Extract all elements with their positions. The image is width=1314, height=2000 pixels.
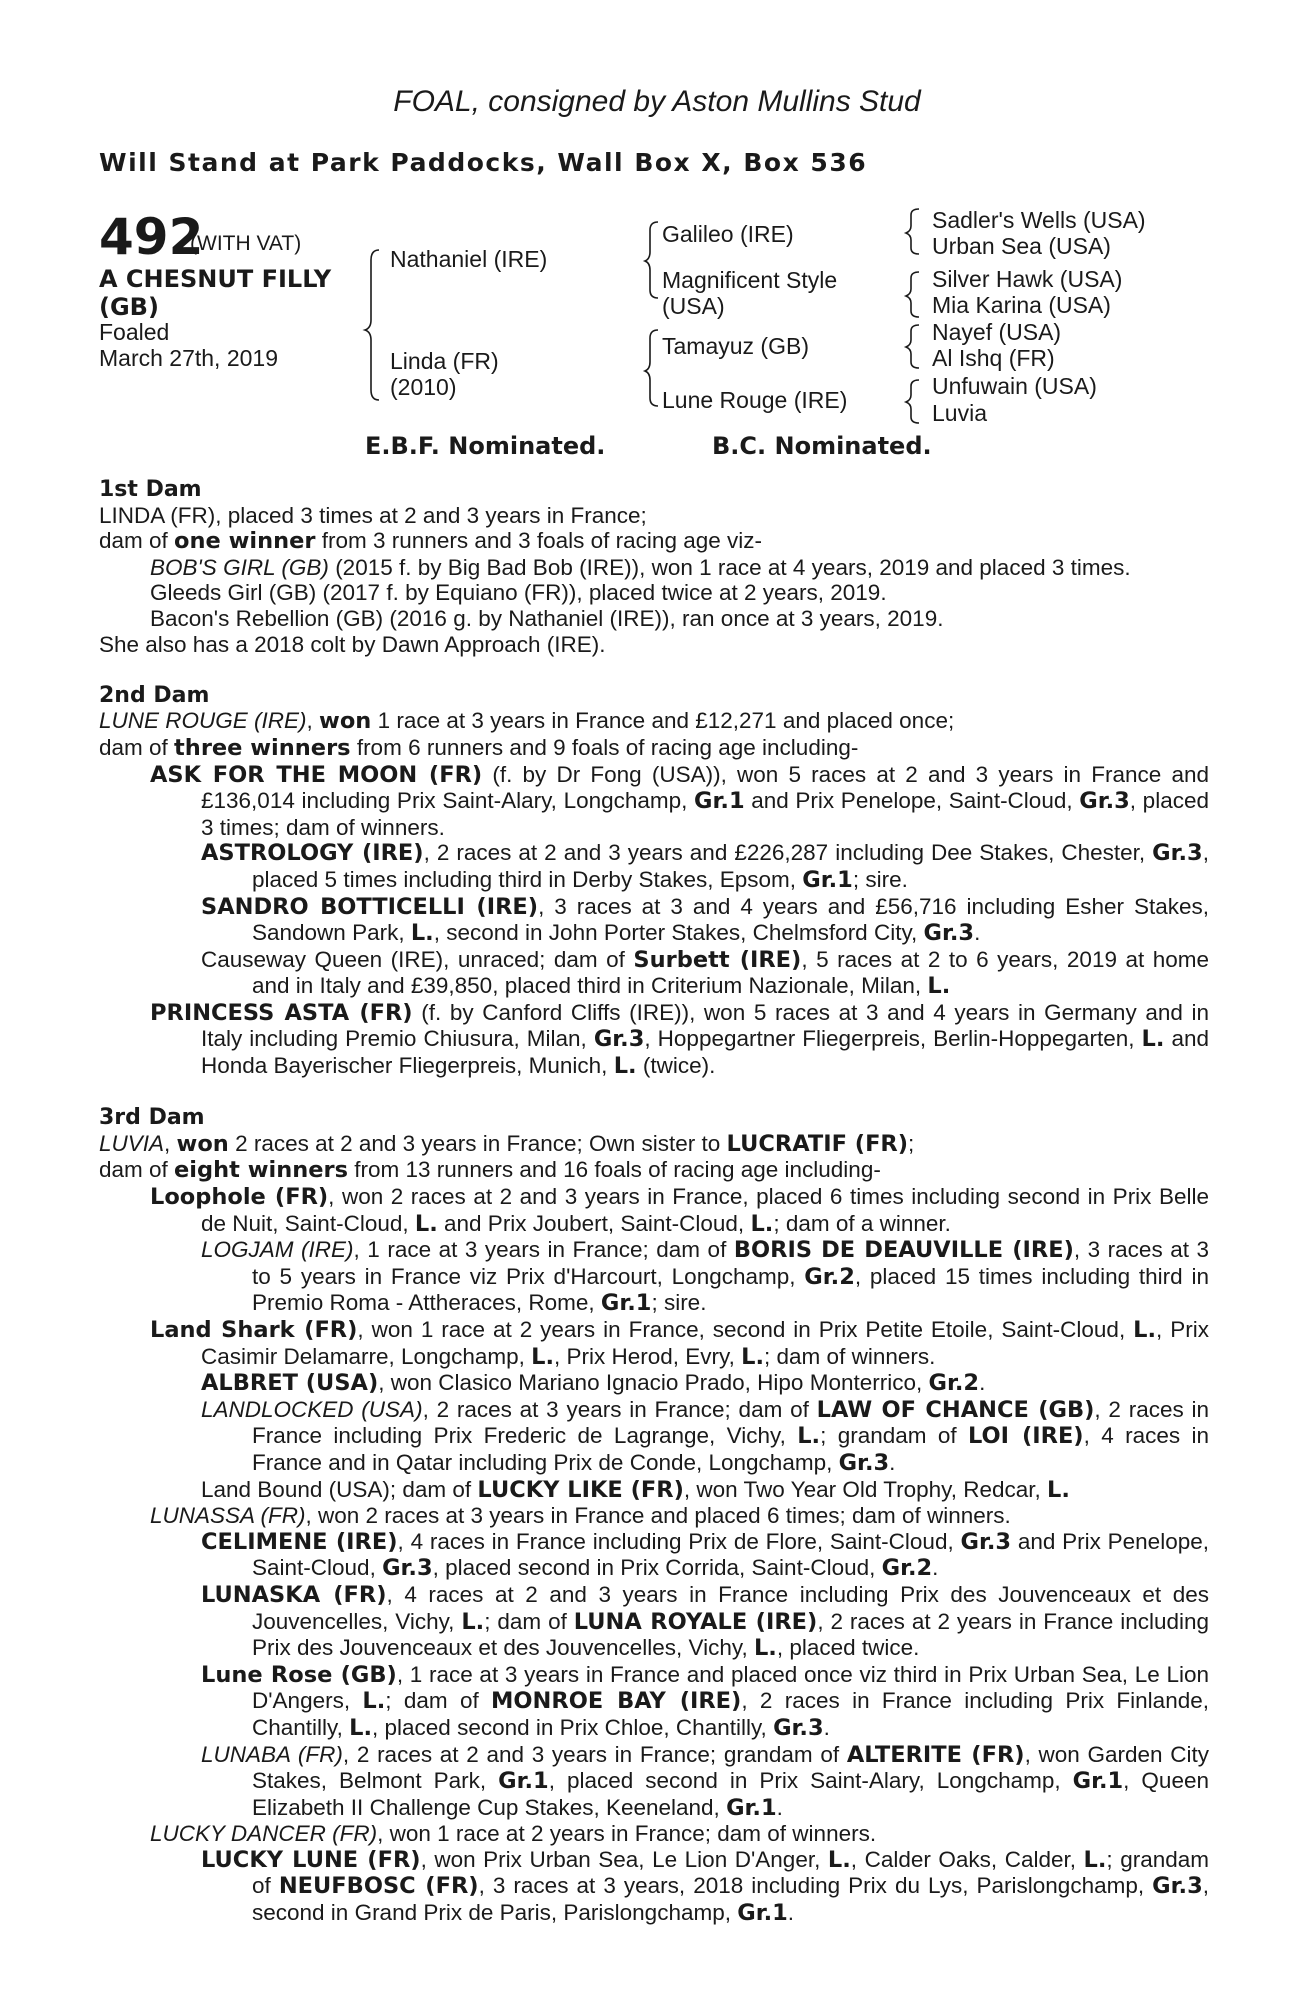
sire-dam-origin: (USA) — [662, 293, 725, 319]
dam-dam-name: Lune Rouge (IRE) — [662, 387, 848, 413]
stand-location: Will Stand at Park Paddocks, Wall Box X, Box 536 — [99, 148, 868, 177]
ggs-1: Sadler's Wells (USA) — [932, 207, 1146, 233]
sire-sire-name: Galileo (IRE) — [662, 221, 794, 247]
produce-entry: LUNASKA (FR), 4 races at 2 and 3 years in France including Prix des Jouvenceaux et des Jouvencelles, Vichy, L.; dam of LUNA ROYALE (IRE), 2 races at 2 years in France including Prix des Jouvenceaux et des Jouvencelles, Vichy, L., placed twice. — [201, 1581, 1210, 1662]
produce-entry: ASTROLOGY (IRE), 2 races at 2 and 3 years and £226,287 including Dee Stakes, Chester, Gr.3, placed 5 times including third in Derby Stakes, Epsom, Gr.1; sire. — [201, 840, 1209, 893]
ggd-1: Urban Sea (USA) — [932, 233, 1111, 259]
ggd-2: Mia Karina (USA) — [932, 292, 1111, 318]
ebf-nomination: E.B.F. Nominated. — [365, 432, 606, 460]
produce-entry: SANDRO BOTTICELLI (IRE), 3 races at 3 and 4 years and £56,716 including Esher Stakes, Sandown Park, L., second in John Porter Stakes, Chelmsford City, Gr.3. — [201, 893, 1210, 947]
lot-number: 492 — [99, 208, 204, 266]
third-dam-line: LUVIA, won 2 races at 2 and 3 years in France; Own sister to LUCRATIF (FR); — [99, 1130, 915, 1157]
produce-entry: Causeway Queen (IRE), unraced; dam of Surbett (IRE), 5 races at 2 to 6 years, 2019 at home and in Italy and £39,850, placed third in Criterium Nazionale, Milan, L. — [201, 946, 1210, 1000]
dam-year: (2010) — [390, 374, 457, 400]
produce-entry: LUNABA (FR), 2 races at 2 and 3 years in France; grandam of ALTERITE (FR), won Garden City Stakes, Belmont Park, Gr.1, placed second in Prix Saint-Alary, Longchamp, Gr.1, Queen Elizabeth II Challenge Cup Stakes, Keeneland, Gr.1. — [201, 1741, 1209, 1821]
produce-note: She also has a 2018 colt by Dawn Approach (IRE). — [99, 631, 606, 657]
produce-entry: LUCKY LUNE (FR), won Prix Urban Sea, Le Lion D'Anger, L., Calder Oaks, Calder, L.; grandam of NEUFBOSC (FR), 3 races at 3 years, 2018 including Prix du Lys, Parislongchamp, Gr.3, second in Grand Prix de Paris, Parislongchamp, Gr.1. — [201, 1846, 1210, 1927]
dam-sire-name: Tamayuz (GB) — [662, 333, 809, 359]
foaled-date: March 27th, 2019 — [99, 345, 279, 371]
produce-entry: ALBRET (USA), won Clasico Mariano Ignacio Prado, Hipo Monterrico, Gr.2. — [201, 1370, 986, 1397]
second-dam-produce-line: dam of three winners from 6 runners and 9 foals of racing age including- — [99, 734, 859, 761]
produce-entry: CELIMENE (IRE), 4 races in France including Prix de Flore, Saint-Cloud, Gr.3 and Prix Penelope, Saint-Cloud, Gr.3, placed second in Prix Corrida, Saint-Cloud, Gr.2. — [201, 1528, 1209, 1582]
produce-entry: Loophole (FR), won 2 races at 2 and 3 years in France, placed 6 times including second in Prix Belle de Nuit, Saint-Cloud, L. and Prix Joubert, Saint-Cloud, L.; dam of a winner. — [150, 1184, 1209, 1237]
produce-entry: BOB'S GIRL (GB) (2015 f. by Big Bad Bob (IRE)), won 1 race at 4 years, 2019 and placed 3 times. — [150, 554, 1131, 580]
produce-entry: Gleeds Girl (GB) (2017 f. by Equiano (FR)), placed twice at 2 years, 2019. — [150, 580, 887, 606]
third-dam-heading: 3rd Dam — [99, 1105, 205, 1131]
dam-name: Linda (FR) — [390, 348, 499, 374]
produce-entry: PRINCESS ASTA (FR) (f. by Canford Cliffs (IRE)), won 5 races at 3 and 4 years in Germany and in Italy including Premio Chiusura, Milan, Gr.3, Hoppegartner Fliegerpreis, Berlin-Hoppegarten, L. and Honda Bayerischer Fliegerpreis, Munich, L. (twice). — [150, 999, 1209, 1080]
produce-entry: Lune Rose (GB), 1 race at 3 years in France and placed once viz third in Prix Urban Sea, Le Lion D'Angers, L.; dam of MONROE BAY (IRE), 2 races in France including Prix Finlande, Chantilly, L., placed second in Prix Chloe, Chantilly, Gr.3. — [201, 1661, 1209, 1741]
ggs-2: Silver Hawk (USA) — [932, 266, 1123, 292]
second-dam-line: LUNE ROUGE (IRE), won 1 race at 3 years in France and £12,271 and placed once; — [99, 708, 955, 735]
first-dam-heading: 1st Dam — [99, 477, 202, 502]
catalogue-body — [99, 477, 1209, 1927]
produce-entry: LANDLOCKED (USA), 2 races at 3 years in France; dam of LAW OF CHANCE (GB), 2 races in France including Prix Frederic de Lagrange, Vichy, L.; grandam of LOI (IRE), 4 races in France and in Qatar including Prix de Conde, Longchamp, Gr.3. — [201, 1396, 1210, 1476]
produce-entry: Bacon's Rebellion (GB) (2016 g. by Nathaniel (IRE)), ran once at 3 years, 2019. — [150, 605, 944, 631]
sire-dam-name: Magnificent Style — [662, 267, 838, 293]
produce-entry: ASK FOR THE MOON (FR) (f. by Dr Fong (USA)), won 5 races at 2 and 3 years in France and £136,014 including Prix Saint-Alary, Longchamp, Gr.1 and Prix Penelope, Saint-Cloud, Gr.3, placed 3 times; dam of winners. — [150, 761, 1209, 840]
first-dam-line: LINDA (FR), placed 3 times at 2 and 3 years in France; — [99, 502, 647, 528]
page-title: FOAL, consigned by Aston Mullins Stud — [393, 85, 921, 118]
produce-entry: Land Shark (FR), won 1 race at 2 years in France, second in Prix Petite Etoile, Saint-Cloud, L., Prix Casimir Delamarre, Longchamp, L., Prix Herod, Evry, L.; dam of winners. — [150, 1317, 1209, 1370]
sire-name: Nathaniel (IRE) — [390, 246, 548, 272]
second-dam-heading: 2nd Dam — [99, 682, 210, 708]
ggd-4: Luvia — [932, 400, 987, 426]
produce-entry: LOGJAM (IRE), 1 race at 3 years in France; dam of BORIS DE DEAUVILLE (IRE), 3 races at 3 to 5 years in France viz Prix d'Harcourt, Longchamp, Gr.2, placed 15 times including third in Premio Roma - Attheraces, Rome, Gr.1; sire. — [201, 1237, 1209, 1317]
produce-entry: Land Bound (USA); dam of LUCKY LIKE (FR), won Two Year Old Trophy, Redcar, L. — [201, 1476, 1070, 1503]
produce-entry: LUNASSA (FR), won 2 races at 3 years in France and placed 6 times; dam of winners. — [150, 1503, 1011, 1529]
ggd-3: Al Ishq (FR) — [932, 345, 1055, 371]
foaled-label: Foaled — [99, 319, 170, 345]
lot-description-line1: A CHESNUT FILLY — [99, 265, 332, 293]
lot-description-line2: (GB) — [99, 293, 159, 321]
bc-nomination: B.C. Nominated. — [712, 432, 932, 460]
vat-note: (WITH VAT) — [190, 232, 302, 255]
ggs-4: Unfuwain (USA) — [932, 373, 1097, 399]
first-dam-produce-line: dam of one winner from 3 runners and 3 foals of racing age viz- — [99, 528, 762, 555]
third-dam-produce-line: dam of eight winners from 13 runners and 16 foals of racing age including- — [99, 1157, 881, 1184]
produce-entry: LUCKY DANCER (FR), won 1 race at 2 years in France; dam of winners. — [150, 1821, 877, 1847]
ggs-3: Nayef (USA) — [932, 319, 1062, 345]
